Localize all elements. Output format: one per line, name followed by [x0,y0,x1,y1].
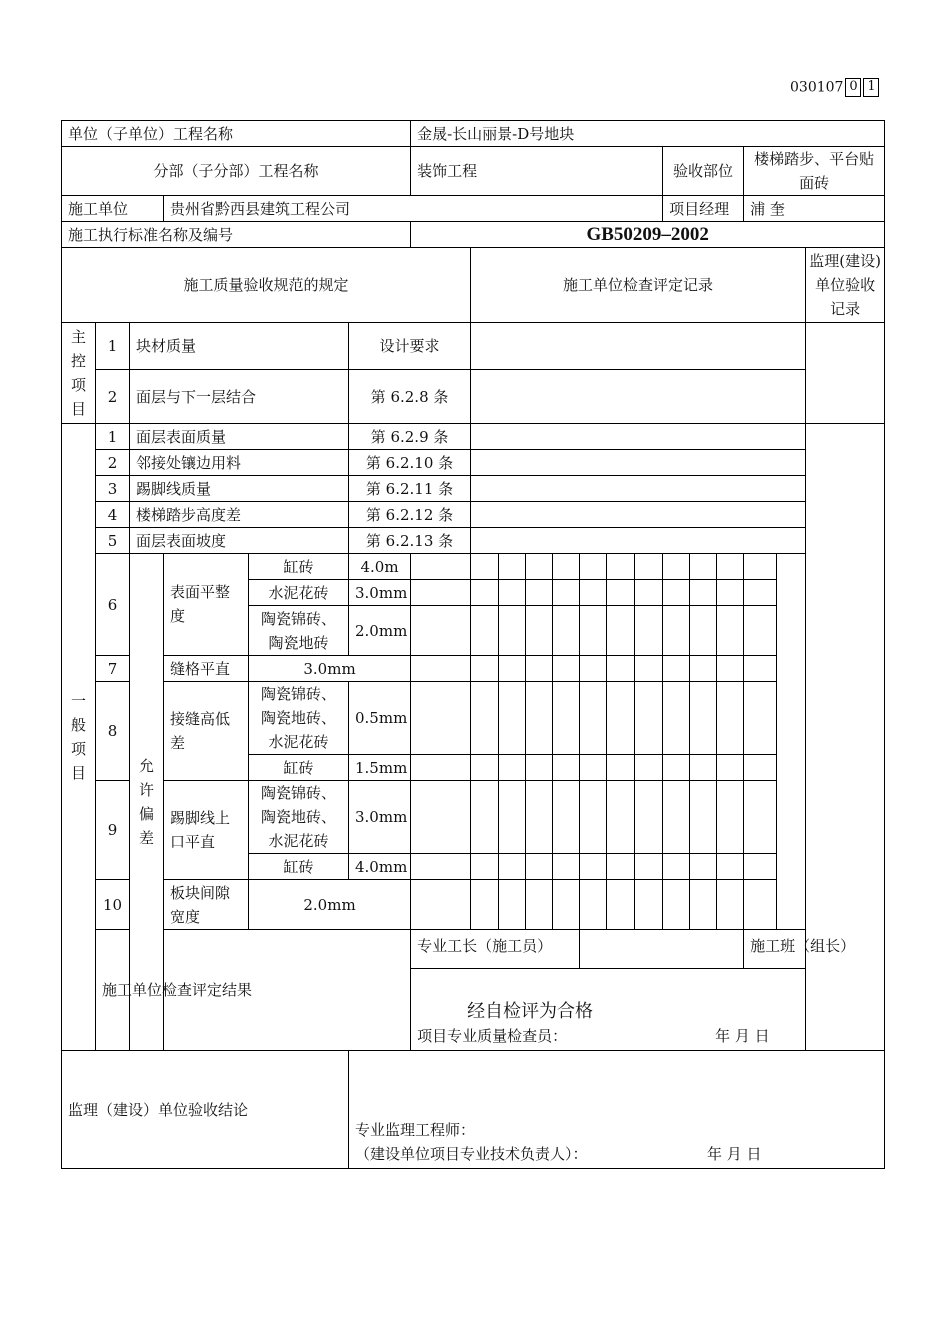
tol-value: 3.0mm [349,781,411,854]
tol-value: 1.5mm [349,755,411,781]
measure-cell [471,682,499,755]
tol-item-no: 6 [96,554,130,656]
owner-label: （建设单位项目专业技术负责人）： [355,1145,588,1163]
general-item-name: 面层表面质量 [130,424,349,450]
measure-cell [553,554,580,580]
supervision-date: 年 月 日 [707,1145,762,1163]
measure-cell [526,682,553,755]
tol-material: 陶瓷锦砖、陶瓷地砖、水泥花砖 [249,781,349,854]
tol-material: 缸砖 [249,554,349,580]
measure-cell [717,554,744,580]
tol-item-name: 踢脚线上口平直 [164,781,249,880]
general-item-no: 4 [96,502,130,528]
standard-label: 施工执行标准名称及编号 [62,222,411,248]
measure-cell [526,606,553,656]
measure-cell [526,554,553,580]
inspector-label: 项目专业质量检查员： [417,1027,568,1045]
main-supervision-cell [806,323,885,424]
tol-item-no: 9 [96,781,130,880]
measure-cell [526,580,553,606]
tol-value: 3.0mm [349,580,411,606]
measure-cell [744,880,777,930]
measure-cell [553,682,580,755]
measure-cell [635,682,663,755]
main-item-ref: 设计要求 [349,323,471,370]
measure-cell [690,880,717,930]
general-item-record [471,528,806,554]
inspector-line [417,1024,878,1048]
measure-cell [499,656,526,682]
tol-item-name: 接缝高低差 [164,682,249,781]
measure-cell [411,682,471,755]
measure-cell [744,656,777,682]
measure-cell [663,682,690,755]
general-item-no: 1 [96,424,130,450]
measure-cell [553,656,580,682]
general-item-record [471,424,806,450]
measure-cell [635,656,663,682]
measure-cell [690,606,717,656]
measure-cell [553,880,580,930]
measure-cell [690,656,717,682]
measure-cell [471,580,499,606]
measure-cell [690,682,717,755]
measure-cell [411,755,471,781]
measure-cell [717,880,744,930]
tol-value: 0.5mm [349,682,411,755]
measure-cell [663,781,690,854]
measure-cell [580,755,607,781]
general-item-ref: 第 6.2.11 条 [349,476,471,502]
inspector-date: 年 月 日 [715,1027,770,1045]
measure-cell [607,854,635,880]
measure-cell [499,580,526,606]
measure-cell [499,854,526,880]
measure-cell [717,606,744,656]
tol-value: 4.0mm [349,854,411,880]
pm-label: 项目经理 [663,196,744,222]
measure-cell [635,580,663,606]
supervision-column-header: 监理(建设)单位验收记录 [806,248,885,323]
measure-cell [553,755,580,781]
measure-cell [744,755,777,781]
measure-cell [663,606,690,656]
measure-cell [690,755,717,781]
tol-item-no: 7 [96,656,130,682]
tol-value: 2.0mm [349,606,411,656]
measure-cell [717,580,744,606]
general-item-ref: 第 6.2.13 条 [349,528,471,554]
measure-cell [526,781,553,854]
tol-material: 陶瓷锦砖、陶瓷地砖、水泥花砖 [249,682,349,755]
measure-cell [580,554,607,580]
verdict-text: 经自检评为合格 [467,1001,594,1022]
pm-value: 浦 奎 [744,196,885,222]
main-item-name: 块材质量 [130,323,349,370]
measure-cell [635,781,663,854]
measure-cell [663,854,690,880]
measure-cell [411,580,471,606]
measure-cell [580,880,607,930]
contractor-result-label: 施工单位检查评定结果 [96,930,411,1051]
measure-cell [580,656,607,682]
general-label: 一般项目 [62,424,96,1051]
general-item-ref: 第 6.2.12 条 [349,502,471,528]
owner-line [355,1142,878,1166]
measure-cell [744,554,777,580]
main-item-no: 2 [96,370,130,424]
measure-cell [499,880,526,930]
tol-material: 缸砖 [249,755,349,781]
measure-cell [635,606,663,656]
engineer-label: 专业监理工程师： [355,1121,476,1139]
acceptance-part-label: 验收部位 [663,147,744,196]
main-item-record [471,370,806,424]
measure-cell [499,682,526,755]
measure-cell [526,656,553,682]
measure-cell [471,880,499,930]
measure-cell [744,580,777,606]
supervision-result-label: 监理（建设）单位验收结论 [62,1051,349,1169]
measure-cell [690,580,717,606]
general-item-record [471,476,806,502]
measure-cell [499,606,526,656]
measure-cell [411,606,471,656]
unit-project-label: 单位（子单位）工程名称 [62,121,411,147]
measure-cell [471,656,499,682]
measure-cell [471,554,499,580]
general-item-no: 5 [96,528,130,554]
measure-cell [663,580,690,606]
measure-cell [553,781,580,854]
foreman-label: 专业工长（施工员） [411,930,580,969]
general-item-ref: 第 6.2.9 条 [349,424,471,450]
team-leader-label: 施工班（组长） [744,930,885,969]
general-item-record [471,502,806,528]
main-item-ref: 第 6.2.8 条 [349,370,471,424]
measure-cell [607,656,635,682]
measure-cell [607,606,635,656]
measure-cell [580,606,607,656]
acceptance-form [61,120,885,1169]
spec-column-header: 施工质量验收规范的规定 [62,248,471,323]
general-item-name: 踢脚线质量 [130,476,349,502]
measure-cell [607,880,635,930]
measure-cell [717,781,744,854]
main-item-name: 面层与下一层结合 [130,370,349,424]
tol-item-name: 缝格平直 [164,656,249,682]
measure-cell [607,580,635,606]
measure-cell [411,656,471,682]
general-item-ref: 第 6.2.10 条 [349,450,471,476]
main-item-record [471,323,806,370]
tol-value: 3.0mm [249,656,411,682]
tol-material: 水泥花砖 [249,580,349,606]
foreman-value [580,930,744,969]
sub-project-value: 装饰工程 [411,147,663,196]
tol-item-no: 10 [96,880,130,930]
measure-cell [499,554,526,580]
acceptance-part-value: 楼梯踏步、平台贴面砖 [744,147,885,196]
measure-cell [607,755,635,781]
measure-cell [499,781,526,854]
measure-cell [717,656,744,682]
tol-value: 4.0m [349,554,411,580]
measure-cell [635,554,663,580]
measure-cell [471,755,499,781]
measure-cell [635,880,663,930]
measure-cell [663,656,690,682]
measure-cell [526,854,553,880]
contractor-label: 施工单位 [62,196,164,222]
measure-cell [635,854,663,880]
contractor-result-body [411,969,885,1051]
tolerance-label: 允许偏差 [130,554,164,1051]
measure-cell [411,854,471,880]
measure-cell [717,854,744,880]
measure-cell [744,781,777,854]
form-code-prefix: 030107 [790,79,844,96]
measure-cell [580,854,607,880]
tol-value: 2.0mm [249,880,411,930]
general-item-name: 邻接处镶边用料 [130,450,349,476]
measure-cell [607,682,635,755]
measure-cell [580,682,607,755]
sub-project-label: 分部（子分部）工程名称 [62,147,411,196]
tol-item-no: 8 [96,682,130,781]
measure-cell [553,580,580,606]
measure-cell [411,781,471,854]
general-item-record [471,450,806,476]
measure-cell [580,580,607,606]
measure-cell [607,554,635,580]
measure-cell [411,880,471,930]
measure-cell [471,781,499,854]
measure-cell [717,682,744,755]
form-code [790,78,879,97]
measure-cell [526,880,553,930]
unit-project-value: 金晟-长山丽景-D号地块 [411,121,885,147]
measure-cell [553,606,580,656]
measure-cell [663,554,690,580]
tol-material: 缸砖 [249,854,349,880]
measure-cell [580,781,607,854]
measure-cell [744,606,777,656]
check-record-column-header: 施工单位检查评定记录 [471,248,806,323]
measure-cell [717,755,744,781]
measure-cell [526,755,553,781]
tol-item-name: 表面平整度 [164,554,249,656]
tol-material: 陶瓷锦砖、陶瓷地砖 [249,606,349,656]
general-item-name: 楼梯踏步高度差 [130,502,349,528]
general-item-name: 面层表面坡度 [130,528,349,554]
measure-cell [744,854,777,880]
measure-cell [690,854,717,880]
measure-cell [663,755,690,781]
supervision-result-body [349,1051,885,1169]
general-item-no: 2 [96,450,130,476]
measure-cell [499,755,526,781]
form-code-box-2: 1 [863,78,879,97]
measure-cell [411,554,471,580]
measure-cell [635,755,663,781]
measure-cell [663,880,690,930]
main-control-label: 主控项目 [62,323,96,424]
measure-cell [471,854,499,880]
measure-cell [553,854,580,880]
tol-item-name: 板块间隙宽度 [164,880,249,930]
contractor-value: 贵州省黔西县建筑工程公司 [164,196,663,222]
measure-cell [471,606,499,656]
measure-cell [690,554,717,580]
measure-cell [607,781,635,854]
main-item-no: 1 [96,323,130,370]
form-code-box-1: 0 [845,78,861,97]
general-item-no: 3 [96,476,130,502]
measure-cell [690,781,717,854]
measure-cell [744,682,777,755]
standard-value: GB50209–2002 [411,222,885,248]
